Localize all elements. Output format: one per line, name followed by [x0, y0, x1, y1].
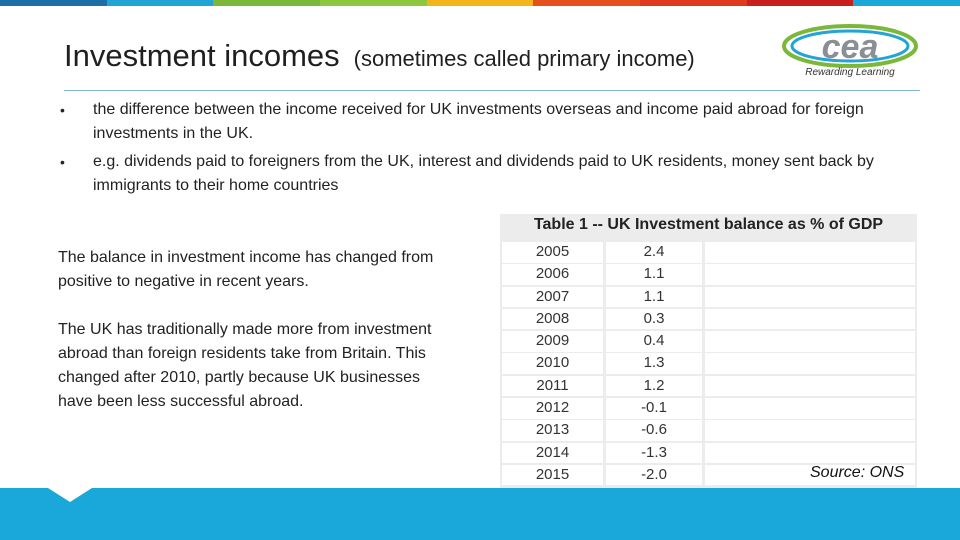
title-subtitle: (sometimes called primary income) [353, 46, 695, 71]
value-cell: 1.1 [606, 264, 702, 285]
top-bar-segment [640, 0, 747, 6]
value-cell: -0.1 [606, 398, 702, 419]
table-row [502, 443, 915, 464]
footer-notch [48, 488, 92, 502]
top-bar-segment [747, 0, 854, 6]
top-bar-segment [107, 0, 214, 6]
logo-text: cea [821, 28, 879, 66]
empty-cell [705, 309, 915, 330]
paragraph-balance: The balance in investment income has changed from positive to negative in recent years. [58, 249, 434, 290]
top-bar-segment [213, 0, 320, 6]
table-row [502, 309, 915, 330]
bullet-item [60, 150, 880, 198]
table-row [502, 264, 915, 285]
bullet-text: e.g. dividends paid to foreigners from the UK, interest and dividends paid to UK residents, money sent back by immigrants to their home countries [93, 153, 874, 194]
empty-cell [705, 420, 915, 441]
empty-cell [705, 242, 915, 263]
table-row [502, 242, 915, 263]
title-divider [64, 90, 920, 91]
year-cell: 2015 [502, 465, 603, 486]
cea-logo-icon [780, 24, 920, 80]
year-cell: 2011 [502, 376, 603, 397]
value-cell: 0.4 [606, 331, 702, 352]
year-cell: 2007 [502, 287, 603, 308]
empty-cell [705, 398, 915, 419]
year-cell: 2008 [502, 309, 603, 330]
top-bar-segment [0, 0, 107, 6]
empty-cell [705, 331, 915, 352]
year-cell: 2009 [502, 331, 603, 352]
year-cell: 2005 [502, 242, 603, 263]
top-bar-segment [853, 0, 960, 6]
empty-cell [705, 376, 915, 397]
year-cell: 2012 [502, 398, 603, 419]
source-note: Source: ONS [810, 464, 905, 481]
top-bar-segment [427, 0, 534, 6]
table-row [502, 420, 915, 441]
top-bar-segment [533, 0, 640, 6]
table-row [502, 376, 915, 397]
empty-cell [705, 353, 915, 374]
title-main: Investment incomes [64, 38, 340, 73]
bullet-icon: • [60, 102, 65, 118]
empty-cell [705, 264, 915, 285]
table-row [502, 353, 915, 374]
table-row [502, 398, 915, 419]
table-row [502, 331, 915, 352]
bullet-icon: • [60, 154, 65, 170]
paragraph-explanation: The UK has traditionally made more from investment abroad than foreign residents take from Britain. This changed after 2010, partly because UK businesses have been less successful abroad. [58, 321, 432, 410]
value-cell: 2.4 [606, 242, 702, 263]
value-cell: 1.1 [606, 287, 702, 308]
footer-bar [0, 488, 960, 540]
investment-table [502, 242, 915, 487]
value-cell: 0.3 [606, 309, 702, 330]
year-cell: 2006 [502, 264, 603, 285]
cea-logo [780, 24, 920, 80]
empty-cell [705, 287, 915, 308]
bullet-text: the difference between the income received for UK investments overseas and income paid abroad for foreign investments in the UK. [93, 101, 864, 142]
value-cell: -0.6 [606, 420, 702, 441]
page-title [64, 38, 695, 74]
table-title: Table 1 -- UK Investment balance as % of GDP [533, 216, 884, 233]
table-row [502, 287, 915, 308]
top-bar-segment [320, 0, 427, 6]
logo-tagline: Rewarding Learning [805, 67, 895, 78]
value-cell: 1.3 [606, 353, 702, 374]
year-cell: 2014 [502, 443, 603, 464]
year-cell: 2013 [502, 420, 603, 441]
empty-cell [705, 443, 915, 464]
value-cell: -2.0 [606, 465, 702, 486]
value-cell: 1.2 [606, 376, 702, 397]
top-color-bar [0, 0, 960, 6]
bullet-item [60, 98, 880, 146]
year-cell: 2010 [502, 353, 603, 374]
value-cell: -1.3 [606, 443, 702, 464]
bullet-list [60, 98, 880, 202]
